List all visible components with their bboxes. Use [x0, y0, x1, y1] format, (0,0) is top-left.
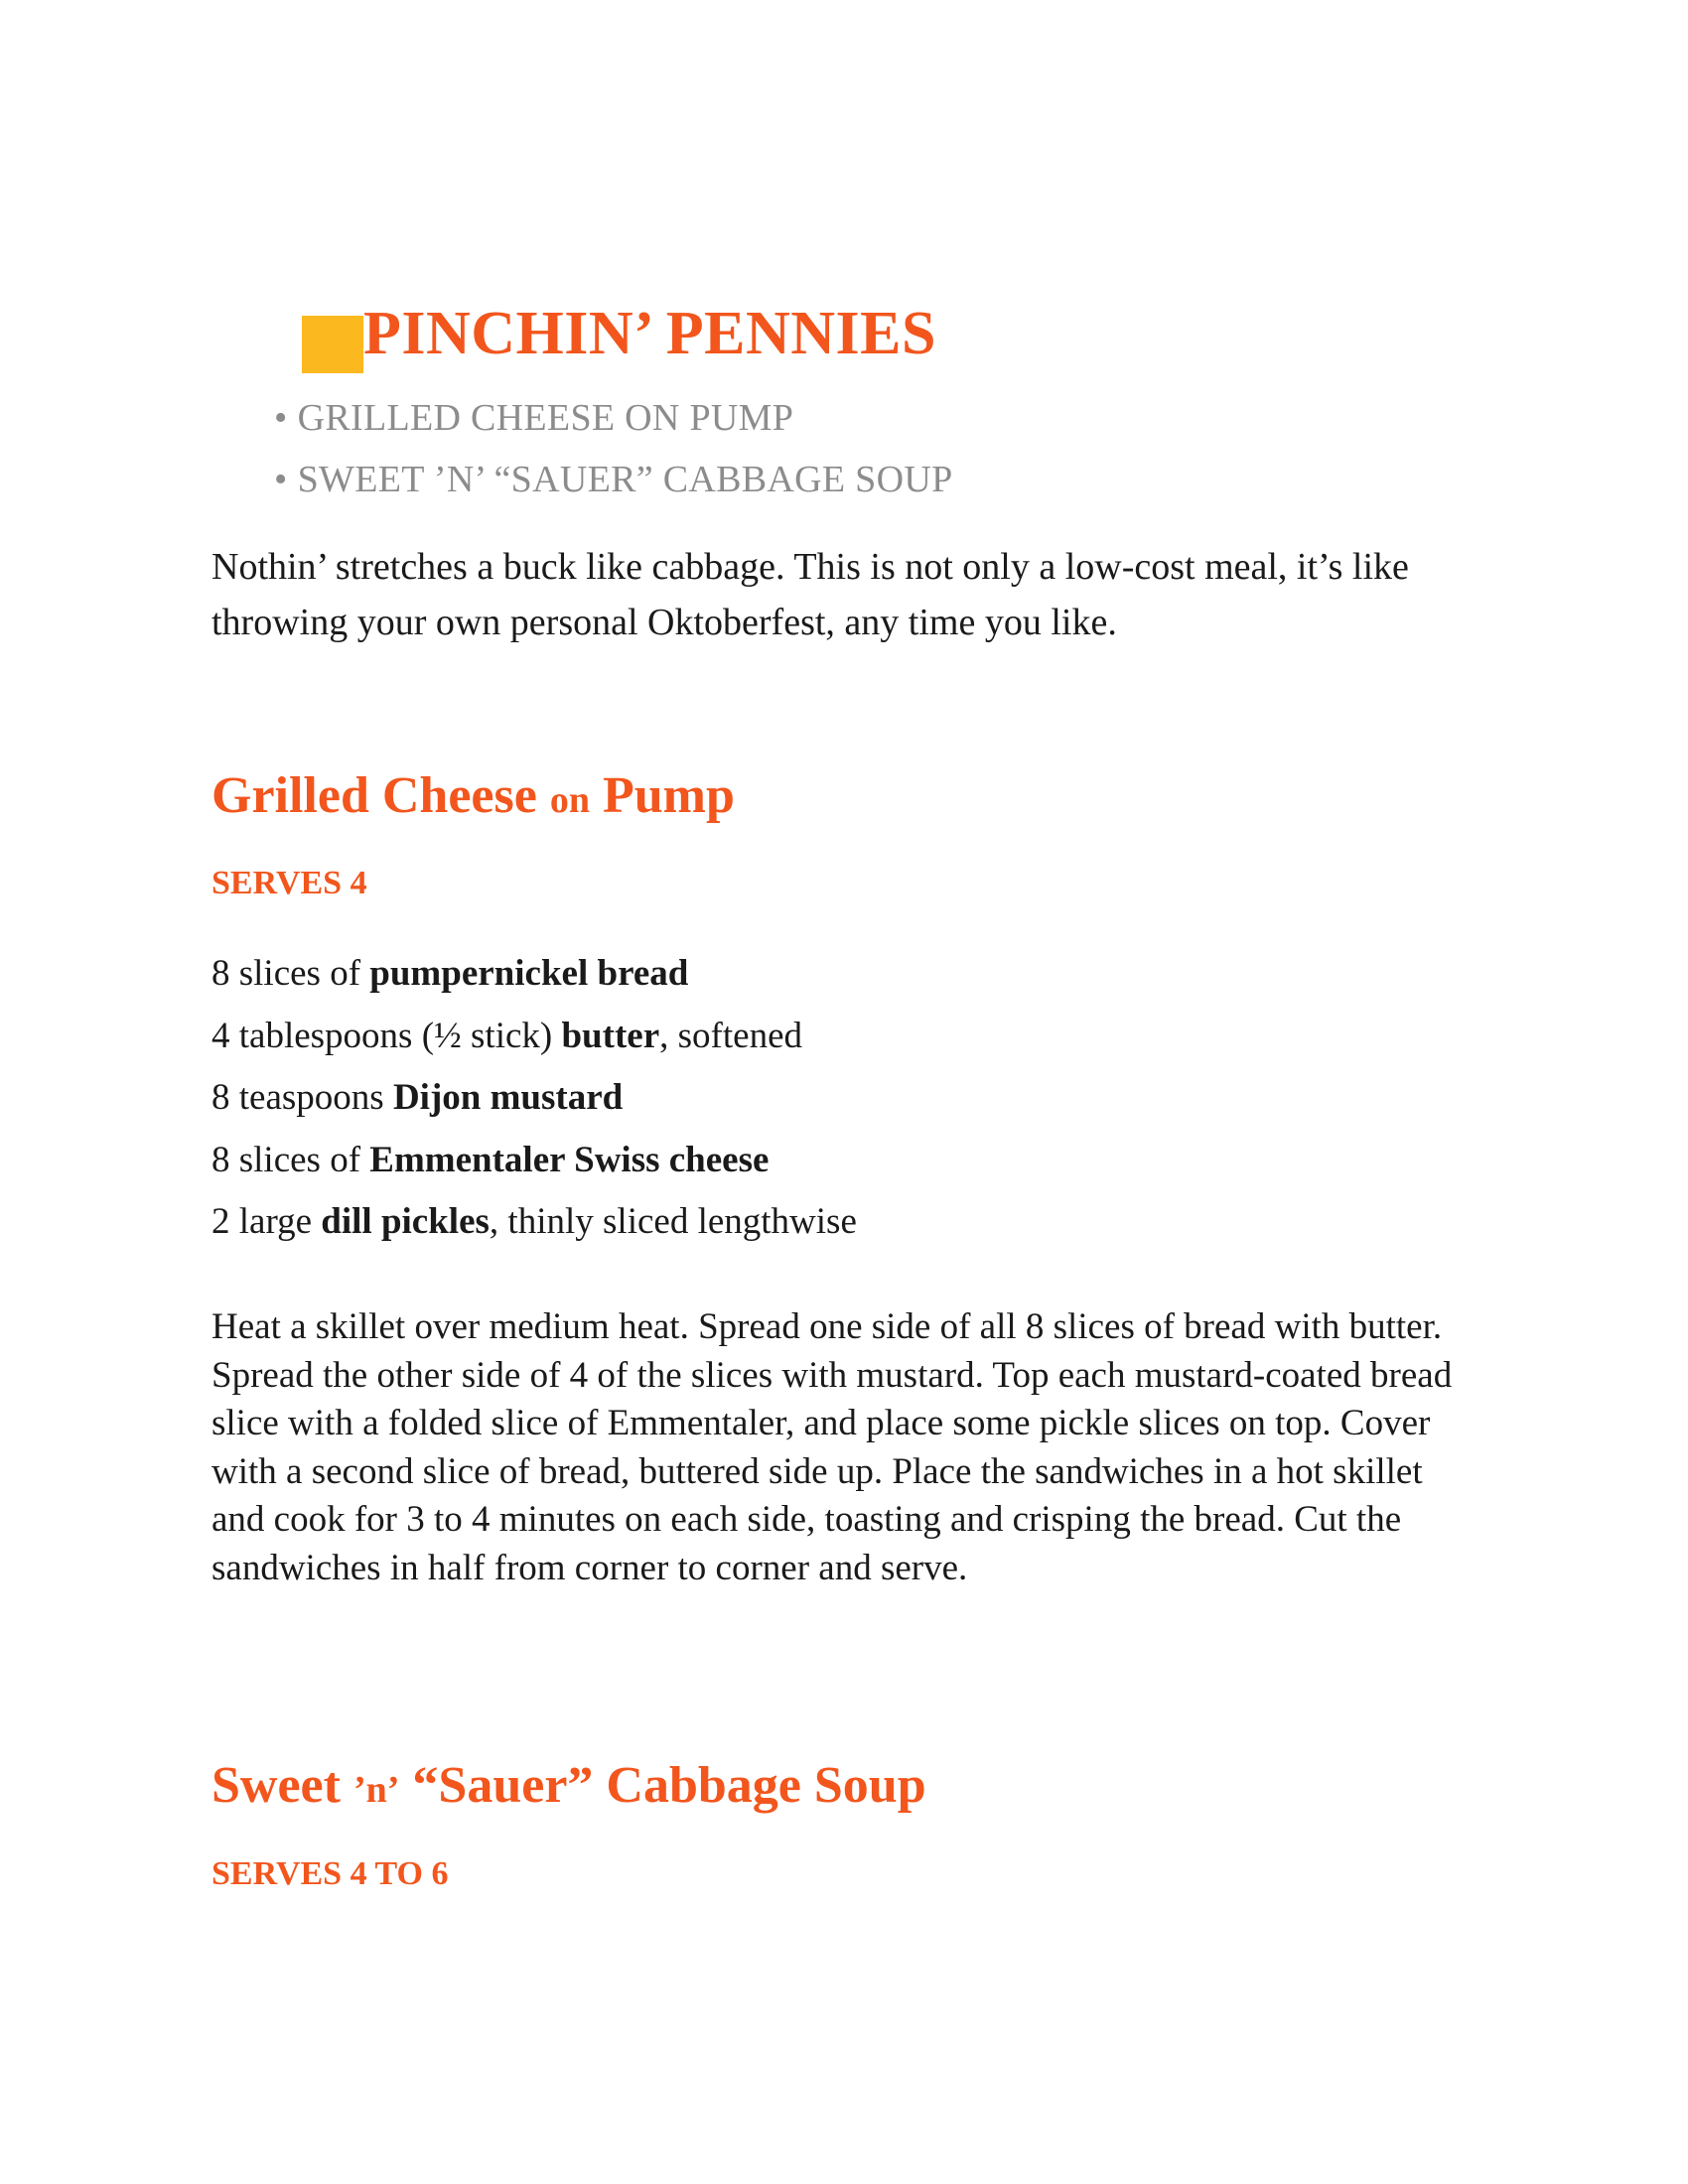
recipe-title-connector: ’n’: [352, 1769, 400, 1811]
ingredient-item: [211, 1191, 857, 1254]
ingredient-name: pumpernickel bread: [369, 953, 689, 994]
recipe-title-connector: on: [549, 779, 590, 821]
header-accent-square: [302, 316, 363, 373]
recipe-title-cabbage-soup: [211, 1754, 926, 1822]
recipe-title-grilled-cheese: [211, 764, 735, 832]
ingredient-name: dill pickles: [321, 1201, 490, 1242]
chapter-intro: Nothin’ stretches a buck like cabbage. This is not only a low-cost meal, it’s like throwing your own personal Oktoberfest, any time you like.: [211, 546, 1409, 643]
menu-list: [274, 387, 953, 510]
ingredient-note: , thinly sliced lengthwise: [489, 1201, 857, 1242]
recipe-title-part: “Sauer” Cabbage Soup: [399, 1757, 926, 1814]
chapter-title: PINCHIN’ PENNIES: [363, 300, 936, 367]
recipe-title-part: Sweet: [211, 1757, 353, 1814]
recipe-method: Heat a skillet over medium heat. Spread one side of all 8 slices of bread with butter. Spread the other side of 4 of the slices with mustard. Top each mustard-coated bread slice with a folded slice of Emmentaler, and place some pickle slices on top. Cover with a second slice of bread, buttered side up. Place the sandwiches in a hot skillet and cook for 3 to 4 minutes on each side, toasting and crisping the bread. Cut the sandwiches in half from corner to corner and serve.: [211, 1306, 1453, 1588]
ingredient-item: [211, 943, 857, 1006]
menu-item: [274, 449, 953, 510]
menu-item: [274, 387, 953, 449]
recipe-title-part: Pump: [589, 767, 735, 824]
ingredient-item: [211, 1130, 857, 1192]
ingredient-name: Emmentaler Swiss cheese: [369, 1139, 770, 1180]
ingredient-quantity: 8 slices of: [211, 1139, 370, 1180]
recipe-title-part: Grilled Cheese: [211, 767, 550, 824]
ingredient-item: [211, 1006, 857, 1068]
ingredient-quantity: 8 teaspoons: [211, 1077, 393, 1118]
ingredient-quantity: 8 slices of: [211, 953, 370, 994]
ingredient-name: butter: [561, 1015, 660, 1056]
ingredient-note: , softened: [659, 1015, 802, 1056]
bullet-icon: •: [274, 459, 288, 500]
ingredient-list: [211, 943, 857, 1254]
ingredient-item: [211, 1067, 857, 1130]
ingredient-quantity: 2 large: [211, 1201, 322, 1242]
menu-item-label: SWEET ’N’ “SAUER” CABBAGE SOUP: [297, 459, 953, 500]
bullet-icon: •: [274, 397, 288, 439]
ingredient-quantity: 4 tablespoons (½ stick): [211, 1015, 562, 1056]
menu-item-label: GRILLED CHEESE ON PUMP: [297, 397, 794, 439]
serves-label: SERVES 4: [211, 865, 367, 901]
serves-label: SERVES 4 TO 6: [211, 1855, 449, 1892]
ingredient-name: Dijon mustard: [392, 1077, 624, 1118]
